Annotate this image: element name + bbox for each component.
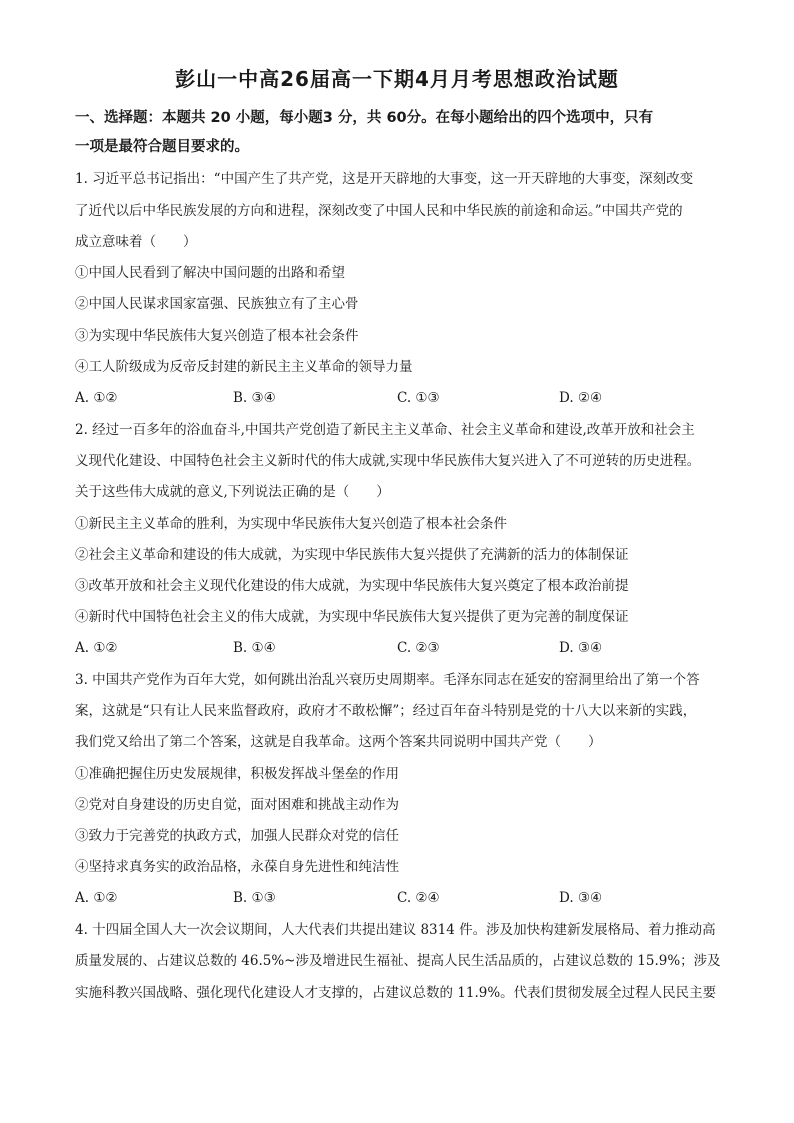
statement-item: ①准确把握住历史发展规律，积极发挥战斗堡垒的作用 bbox=[75, 766, 399, 782]
answer-options bbox=[75, 638, 735, 658]
page-title: 彭山一中高26届高一下期4月月考思想政治试题 bbox=[175, 67, 619, 91]
question-stem-line: 实施科教兴国战略、强化现代化建设人才支撑的，占建议总数的 11.9%。代表们贯彻发展全过程人民民主要 bbox=[75, 985, 717, 1001]
option-d[interactable]: D. ③④ bbox=[559, 640, 603, 656]
option-b[interactable]: B. ①④ bbox=[233, 640, 276, 656]
section-heading bbox=[75, 104, 725, 162]
statement-item: ①新民主主义革命的胜利，为实现中华民族伟大复兴创造了根本社会条件 bbox=[75, 516, 507, 532]
question-stem-line: 4. 十四届全国人大一次会议期间，人大代表们共提出建议 8314 件。涉及加快构建新发展格局、着力推动高 bbox=[75, 922, 716, 938]
statement-item: ②中国人民谋求国家富强、民族独立有了主心骨 bbox=[75, 296, 359, 312]
question-stem-line: 关于这些伟大成就的意义,下列说法正确的是（ ） bbox=[75, 484, 390, 500]
option-a[interactable]: A. ①② bbox=[75, 640, 118, 656]
option-b[interactable]: B. ①③ bbox=[233, 890, 276, 906]
question-stem-line: 成立意味着（ ） bbox=[75, 234, 197, 250]
option-d[interactable]: D. ③④ bbox=[559, 890, 603, 906]
question-stem-line: 3. 中国共产党作为百年大党，如何跳出治乱兴衰历史周期率。毛泽东同志在延安的窑洞里给出了第一个答 bbox=[75, 672, 700, 688]
option-c[interactable]: C. ②④ bbox=[397, 890, 440, 906]
statement-item: ②党对自身建设的历史自觉，面对困难和挑战主动作为 bbox=[75, 797, 399, 813]
question-stem-line: 了近代以后中华民族发展的方向和进程，深刻改变了中国人民和中华民族的前途和命运。”中国共产党的 bbox=[75, 203, 683, 219]
question-stem-line: 义现代化建设、中国特色社会主义新时代的伟大成就,实现中华民族伟大复兴进入了不可逆转的历史进程。 bbox=[75, 453, 701, 469]
option-c[interactable]: C. ①③ bbox=[397, 390, 440, 406]
statement-item: ③改革开放和社会主义现代化建设的伟大成就，为实现中华民族伟大复兴奠定了根本政治前提 bbox=[75, 578, 629, 594]
question-stem-line: 质量发展的、占建议总数的 46.5%~涉及增进民生福祉、提高人民生活品质的，占建议总数的 15.9%；涉及 bbox=[75, 953, 721, 969]
statement-item: ①中国人民看到了解决中国问题的出路和希望 bbox=[75, 265, 345, 281]
option-b[interactable]: B. ③④ bbox=[233, 390, 276, 406]
question-stem-line: 2. 经过一百多年的浴血奋斗,中国共产党创造了新民主主义革命、社会主义革命和建设,改革开放和社会主 bbox=[75, 422, 695, 438]
statement-item: ②社会主义革命和建设的伟大成就，为实现中华民族伟大复兴提供了充满新的活力的体制保证 bbox=[75, 547, 629, 563]
option-d[interactable]: D. ②④ bbox=[559, 390, 603, 406]
answer-options bbox=[75, 888, 735, 908]
answer-options bbox=[75, 388, 735, 408]
question-stem-line: 案，这就是“只有让人民来监督政府，政府才不敢松懈”；经过百年奋斗特别是党的十八大以来新的实践， bbox=[75, 703, 697, 719]
option-a[interactable]: A. ①② bbox=[75, 390, 118, 406]
statement-item: ④坚持求真务实的政治品格，永葆自身先进性和纯洁性 bbox=[75, 859, 399, 875]
section-heading-line: 一项是最符合题目要求的。 bbox=[75, 139, 249, 155]
statement-item: ③为实现中华民族伟大复兴创造了根本社会条件 bbox=[75, 328, 359, 344]
statement-item: ④新时代中国特色社会主义的伟大成就，为实现中华民族伟大复兴提供了更为完善的制度保证 bbox=[75, 609, 629, 625]
section-heading-line: 一、选择题：本题共 20 小题，每小题3 分，共 60分。在每小题给出的四个选项中，只有 bbox=[75, 110, 654, 126]
statement-item: ④工人阶级成为反帝反封建的新民主主义革命的领导力量 bbox=[75, 359, 413, 375]
question-stem-line: 我们党又给出了第二个答案，这就是自我革命。这两个答案共同说明中国共产党（ ） bbox=[75, 734, 602, 750]
option-c[interactable]: C. ②③ bbox=[397, 640, 440, 656]
statement-item: ③致力于完善党的执政方式，加强人民群众对党的信任 bbox=[75, 828, 399, 844]
option-a[interactable]: A. ①② bbox=[75, 890, 118, 906]
question-stem-line: 1. 习近平总书记指出：“中国产生了共产党，这是开天辟地的大事变，这一开天辟地的大事变，深刻改变 bbox=[75, 171, 694, 187]
